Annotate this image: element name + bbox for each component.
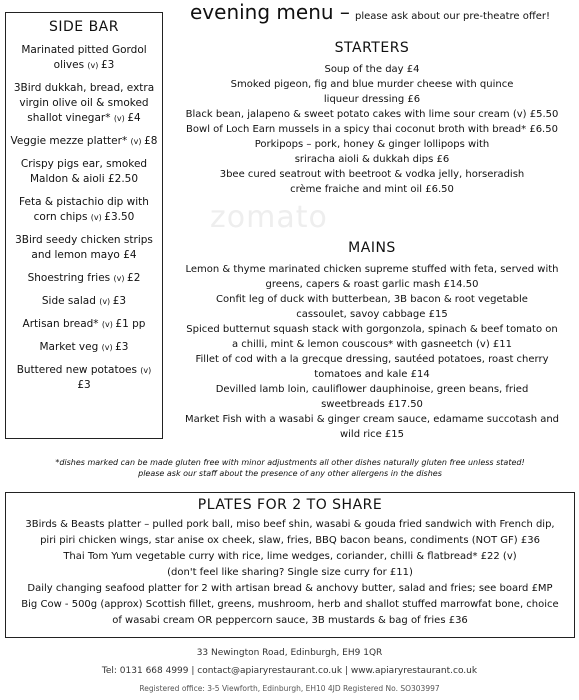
sidebar-item-name: 3Bird dukkah, bread, extra virgin olive oil & smoked shallot vinegar* bbox=[13, 82, 155, 124]
allergen-note-line1: *dishes marked can be made gluten free with minor adjustments all other dishes naturally gluten free unless stated! bbox=[55, 458, 525, 467]
sidebar-item bbox=[10, 271, 158, 286]
allergen-note bbox=[5, 457, 575, 479]
sidebar-item-name: 3Bird seedy chicken strips and lemon mayo bbox=[15, 234, 153, 261]
sidebar-item-price: £8 bbox=[144, 135, 158, 147]
mains-section bbox=[168, 240, 576, 442]
starter-line: Bowl of Loch Earn mussels in a spicy thai coconut broth with bread* £6.50 bbox=[186, 124, 558, 135]
share-line: Big Cow - 500g (approx) Scottish fillet, greens, mushroom, herb and shallot stuffed marrowfat bone, choice bbox=[21, 599, 559, 610]
menu-subtitle: please ask about our pre-theatre offer! bbox=[355, 11, 550, 22]
share-section bbox=[5, 492, 575, 638]
starter-line: crème fraiche and mint oil £6.50 bbox=[290, 184, 454, 195]
sidebar-item-price: £3 bbox=[77, 379, 91, 391]
sidebar-item-price: £4 bbox=[123, 249, 137, 261]
sidebar-item-name: Veggie mezze platter* bbox=[10, 135, 131, 147]
sidebar-item-name: Market veg bbox=[39, 341, 102, 353]
menu-title: evening menu – bbox=[190, 0, 350, 24]
sidebar-item-name: Shoestring fries bbox=[27, 272, 114, 284]
main-line: Lemon & thyme marinated chicken supreme stuffed with feta, served with bbox=[185, 264, 559, 275]
sidebar-item-price: £3.50 bbox=[104, 211, 135, 223]
starter-line: Soup of the day £4 bbox=[324, 64, 420, 75]
starter-line: Black bean, jalapeno & sweet potato cakes with lime sour cream (v) £5.50 bbox=[185, 109, 559, 120]
sidebar-item-name: Crispy pigs ear, smoked Maldon & aioli bbox=[20, 158, 148, 185]
main-line: sweetbreads £17.50 bbox=[321, 399, 423, 410]
sidebar-item-name: Artisan bread* bbox=[22, 318, 102, 330]
main-line: Confit leg of duck with butterbean, 3B bacon & root vegetable bbox=[216, 294, 528, 305]
main-line: Market Fish with a wasabi & ginger cream sauce, edamame succotash and bbox=[184, 414, 560, 425]
sidebar-item-name: Marinated pitted Gordol olives bbox=[21, 44, 147, 71]
footer bbox=[0, 644, 579, 698]
starters-title: STARTERS bbox=[334, 40, 410, 56]
share-list bbox=[6, 517, 574, 629]
sidebar-item-price: £3 bbox=[115, 341, 129, 353]
vegetarian-tag: (v) bbox=[113, 114, 128, 123]
sidebar-item bbox=[10, 43, 158, 73]
mains-list bbox=[168, 262, 576, 442]
starter-line: Porkipops – pork, honey & ginger lollipops with bbox=[254, 139, 490, 150]
main-line: Devilled lamb loin, cauliflower dauphinoise, green beans, fried bbox=[215, 384, 529, 395]
sidebar-item bbox=[10, 363, 158, 393]
sidebar-item-name: Buttered new potatoes bbox=[16, 364, 141, 376]
sidebar-item-price: £3 bbox=[100, 59, 115, 71]
sidebar-item bbox=[10, 340, 158, 355]
vegetarian-tag: (v) bbox=[113, 274, 128, 283]
share-line: Daily changing seafood platter for 2 with artisan bread & anchovy butter, salad and fries; see board £MP bbox=[27, 583, 553, 594]
share-line: (don't feel like sharing? Single size curry for £11) bbox=[167, 567, 413, 578]
share-line: 3Birds & Beasts platter – pulled pork ball, miso beef shin, wasabi & gouda fried sandwich with French dip, bbox=[25, 519, 555, 530]
vegetarian-tag: (v) bbox=[101, 343, 116, 352]
main-line: Spiced butternut squash stack with gorgonzola, spinach & beef tomato on bbox=[186, 324, 558, 335]
sidebar-item bbox=[10, 81, 158, 126]
vegetarian-tag: (v) bbox=[90, 213, 105, 222]
starter-line: sriracha aioli & dukkah dips £6 bbox=[294, 154, 450, 165]
sidebar-box bbox=[5, 12, 163, 439]
sidebar-list bbox=[10, 43, 158, 393]
main-line: Fillet of cod with a la grecque dressing, sautéed potatoes, roast cherry bbox=[195, 354, 549, 365]
vegetarian-tag: (v) bbox=[140, 366, 152, 375]
sidebar-item bbox=[10, 317, 158, 332]
footer-contact: Tel: 0131 668 4999 | contact@apiaryrestaurant.co.uk | www.apiaryrestaurant.co.uk bbox=[101, 666, 478, 676]
sidebar-item-price: £4 bbox=[127, 112, 141, 124]
main-line: tomatoes and kale £14 bbox=[314, 369, 430, 380]
vegetarian-tag: (v) bbox=[101, 320, 116, 329]
mains-title: MAINS bbox=[348, 240, 396, 256]
share-line: piri piri chicken wings, star anise ox cheek, slaw, fries, BBQ bacon beans, condiments (NOT GF) £36 bbox=[40, 535, 540, 546]
sidebar-title: SIDE BAR bbox=[48, 19, 119, 35]
allergen-note-line2: please ask our staff about the presence of any other allergens in the dishes bbox=[138, 469, 442, 478]
footer-address: 33 Newington Road, Edinburgh, EH9 1QR bbox=[196, 648, 383, 658]
share-line: of wasabi cream OR peppercorn sauce, 3B mustards & bag of fries £36 bbox=[112, 615, 468, 626]
main-line: wild rice £15 bbox=[339, 429, 405, 440]
vegetarian-tag: (v) bbox=[99, 297, 113, 306]
starters-list bbox=[168, 62, 576, 197]
vegetarian-tag: (v) bbox=[87, 61, 101, 70]
sidebar-item bbox=[10, 157, 158, 187]
sidebar-item bbox=[10, 233, 158, 263]
sidebar-item-name: Side salad bbox=[41, 295, 100, 307]
sidebar-item-price: £2 bbox=[127, 272, 141, 284]
watermark: zomato bbox=[210, 200, 328, 235]
sidebar-item bbox=[10, 294, 158, 309]
sidebar-item bbox=[10, 134, 158, 149]
starter-line: liqueur dressing £6 bbox=[323, 94, 421, 105]
sidebar-item-price: £3 bbox=[112, 295, 127, 307]
share-title: PLATES FOR 2 TO SHARE bbox=[197, 497, 383, 513]
main-line: greens, capers & roast garlic mash £14.50 bbox=[265, 279, 479, 290]
sidebar-item-price: £2.50 bbox=[107, 173, 139, 185]
menu-header bbox=[190, 0, 575, 24]
sidebar-item-name: Feta & pistachio dip with corn chips bbox=[19, 196, 149, 223]
starter-line: 3bee cured seatrout with beetroot & vodka jelly, horseradish bbox=[219, 169, 525, 180]
share-line: Thai Tom Yum vegetable curry with rice, lime wedges, coriander, chilli & flatbread* £22 (v) bbox=[63, 551, 517, 562]
main-line: a chilli, mint & lemon couscous* with gasneetch (v) £11 bbox=[231, 339, 512, 350]
starters-section bbox=[168, 40, 576, 197]
starter-line: Smoked pigeon, fig and blue murder cheese with quince bbox=[230, 79, 514, 90]
sidebar-item bbox=[10, 195, 158, 225]
main-line: cassoulet, savoy cabbage £15 bbox=[296, 309, 448, 320]
footer-registered: Registered office: 3-5 Viewforth, Edinburgh, EH10 4JD Registered No. SO303997 bbox=[139, 684, 440, 693]
sidebar-item-price: £1 pp bbox=[115, 318, 146, 330]
vegetarian-tag: (v) bbox=[130, 137, 145, 146]
